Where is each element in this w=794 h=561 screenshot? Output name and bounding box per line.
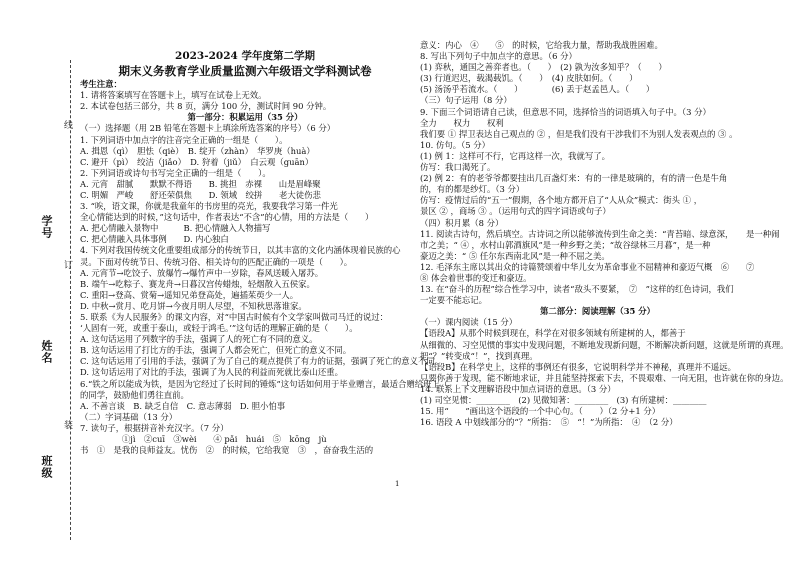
right-line: (2) 例 2：有的老爷爷都要挂出几百盏灯来：有的一律是玻璃的，有的清一色是牛角 <box>420 173 728 184</box>
right-line: 第二部分：阅读理解（35 分） <box>539 306 656 317</box>
right-line: （三）句子运用（8 分） <box>420 95 512 106</box>
right-line: 景区 ② ，商场 ③ 。（运用句式的四字词语或句子） <box>420 206 611 217</box>
left-line: 4. 下列对我国传统文化重要组成部分的传统节日，以其丰富的文化内涵体现着民族的心 <box>80 245 401 256</box>
left-line: 7. 读句子，根据拼音补充汉字。（7 分） <box>80 422 229 433</box>
right-line: 9. 下面三个词语请自己读，但意思不同，选择恰当的词语填入句子中。（3 分） <box>420 106 711 117</box>
right-text-block <box>420 40 789 428</box>
left-line: 灵。下面对传统节日、传统习俗、相关诗句的匹配正确的一项是（ ）。 <box>80 256 353 267</box>
left-line: A. 不善言谈 B. 缺乏自信 C. 意志薄弱 D. 胆小怕事 <box>80 400 286 411</box>
right-line: 豪迈之美：“ ⑤ 任尔东西南北风”是一种不屈之美。 <box>420 250 610 261</box>
left-line: B. 端午→吃粽子、赛龙舟→日暮汉宫传蜡烛，轻烟散入五侯家。 <box>80 278 315 289</box>
right-line: 16. 语段 A 中划线部分的“？”所指： ⑤ “！”为所指： ④ （2 分） <box>420 417 678 428</box>
right-line: 11. 阅读古诗句，然后填空。古诗词之所以能够流传到生命之美：“青苔暗、绿意深， 是一种闹 <box>420 228 780 239</box>
right-line: 意义：内心 ④ ⑤ 的时候，它给我力量，帮助我战胜困难。 <box>420 40 663 50</box>
left-line: 6.“铁之所以能成为铁，是因为它经过了长时间的锤炼”这句话如何用于毕业赠言，最适合赠给班上（ ） <box>80 378 474 389</box>
right-line: 8. 写出下列句子中加点字的意思。（6 分） <box>420 51 577 62</box>
right-line: 我们要 ① 捍卫表达自己观点的 ② ，但是我们没有干涉我们不为别人发表观点的 ③ 。 <box>420 128 738 139</box>
left-line: C. 这句话运用了引用的手法，强调了为了自己的观点提供了有力的证据，强调了死亡的意义不同。 <box>80 356 444 367</box>
right-line: (1) 弈秋，通国之善弈者也。（ ） (2) 孰为汝多知乎？（ ） <box>420 62 667 73</box>
right-line: 一定要不能忘记。 <box>420 295 487 306</box>
right-line: (3) 行道迟迟，载渴载饥。（ ） (4) 皮肤如何。（ ） <box>420 73 638 84</box>
left-line: ‘人固有一死，或重于泰山，或轻于鸿毛。’”这句话的理解正确的是（ ）。 <box>80 323 358 334</box>
right-line: （一）课内阅读（15 分） <box>420 317 518 328</box>
page-number: 1 <box>395 480 400 488</box>
left-line: A. 元宵节→吃饺子、放爆竹→爆竹声中一岁除，春风送暖入屠苏。 <box>80 267 324 278</box>
left-line: 全心情能达到的时候，”这句话中，作者表达“不含”的心情，用的方法是（ ） <box>80 212 374 223</box>
left-line: ①jì ②cuī ③wèi ④ pǎi huái ⑤ kōng jù <box>80 434 327 445</box>
left-line: 3. “唉，语文课，你就是我童年的书房里的亮光，我要我学习第一件光 <box>80 201 338 212</box>
right-line: 仿写：我口渴死了。 <box>420 162 496 173</box>
right-line: 12. 毛泽东主席以其出众的诗篇赞颂着中华儿女为革命事业不屈精神和豪迈气概 ⑥ ⑦ <box>420 261 755 272</box>
left-line: 书 ① 是我的良师益友。忧伤 ② 的时候，它给我宽 ③ ，奋奋我生活的 <box>80 445 374 456</box>
binding-mark-3: 装 <box>64 421 74 431</box>
left-line: C. 重阳→登高、赏菊→遥知兄弟登高处，遍插茱萸少一人。 <box>80 289 299 300</box>
left-line: A. 这句话运用了列数字的手法，强调了人的死亡有不同的意义。 <box>80 334 318 345</box>
left-line: C. 把心情融入具体事例 D. 内心独白 <box>80 234 229 245</box>
left-line: A. 元宵 甜腻 默默不得语 B. 挑担 赤裸 山是眉峰聚 <box>80 178 321 189</box>
left-line: （一）选择题（用 2B 铅笔在答题卡上填涂所选答案的序号）（6 分） <box>80 123 336 134</box>
left-line: A. 揖恩（qì） 胆怯（qiè） B. 绽开（zhàn） 华罗庚（huà） <box>80 145 315 156</box>
right-line: ⑧ 体会着世事的变迁和豪迈。 <box>420 272 532 283</box>
right-line: 15. 用“ ”画出这个语段的一个中心句。（ ）（2 分+1 分） <box>420 406 661 417</box>
right-line: (5) 汤汤乎若流水。（ ） (6) 丢于赵孟邑人。（ ） <box>420 84 655 95</box>
right-line: 【语段B】在科学史上，这样的事例还有很多，它说明科学并不神秘，真理并不遥远。 <box>420 361 737 372</box>
right-line: (1) 司空见惯：________ (2) 见微知著：________ (3) 有所建树：________ <box>420 395 707 405</box>
class-label: 班级 <box>40 455 53 479</box>
left-line: C. 明媚 严峻 舒还荣俱焦 D. 领域 绞拼 老大徒伤悲 <box>80 189 321 200</box>
right-line: 13. 在“奋斗的历程”综合性学习中，读者“敌头不要紧， ⑦ ”这样的红色诗词，我们 <box>420 284 734 295</box>
binding-line <box>70 60 71 540</box>
left-line: 第一部分：积累运用（35 分） <box>187 112 303 123</box>
left-line: （二）字词基础（13 分） <box>80 411 178 422</box>
right-line: 的，有的都是纱灯。（3 分） <box>420 184 525 195</box>
left-line: A. 把心情融入景物中 B. 把心情融入人物描写 <box>80 223 271 234</box>
student-name-label: 姓名 <box>40 340 53 364</box>
left-line: 2. 下列词语或诗句书写完全正确的一组是（ ）。 <box>80 167 271 178</box>
left-line: 2. 本试卷包括三部分，共 8 页，满分 100 分，测试时间 90 分钟。 <box>80 101 332 112</box>
left-line: 1. 下列词语中加点字的注音完全正确的一组是（ ）。 <box>80 134 288 145</box>
left-line: D. 中秋→赏月、吃月饼→今夜月明人尽望，不知秋思落谁家。 <box>80 300 307 311</box>
exam-title: 期末义务教育学业质量监测六年级语文学科测试卷 <box>118 63 372 78</box>
right-line: 从细微的、习空见惯的事实中发现问题，不断地发现新问题，不断解决新问题，这就是所谓的真理。 <box>420 339 789 350</box>
binding-mark-1: 线 <box>64 121 74 131</box>
left-line: 5. 联系《为人民服务》的课文内容，对“中国古时候有个文学家叫做司马迁的说过： <box>80 312 389 322</box>
right-line: （四）积月累（8 分） <box>420 217 504 228</box>
binding-mark-2: 订 <box>64 261 74 271</box>
left-line: C. 避开（pì） 绞洁（jiǎo） D. 狩着（jiǔ） 白云观（guān） <box>80 156 314 167</box>
right-column <box>420 40 789 428</box>
right-line: (1) 例 1：这样可不行，它再这样一次，我就写了。 <box>420 150 611 161</box>
exam-year-title: 2023-2024 学年度第二学期 <box>175 50 315 62</box>
right-line: 仿写：疫情过后的“五一”假期，各个地方都开启了“人从众”模式：街头 ① ， <box>420 195 703 206</box>
right-line: 【语段A】从那个时候到现在，科学在对很多领域有所建树的人，都善于 <box>420 328 686 339</box>
left-line: 的同学，鼓励他们勇往直前。 <box>80 389 189 400</box>
right-line: 全力 权力 权利 <box>420 117 504 128</box>
student-id-label: 学号 <box>40 215 53 239</box>
right-line: 市之美；“ ④ ，水村山郭酒旗风”是一种乡野之美；“故谷绿林三月暮”，是一种 <box>420 239 711 250</box>
right-line: 只要你善于发现，能不断地求证，并且能坚持探索下去，不畏艰难、一向无阻，也许就在你的身边。 <box>420 372 789 383</box>
binding-gutter <box>0 0 74 561</box>
right-line: 14. 联系上下文理解语段中加点词语的意思。（3 分） <box>420 383 616 394</box>
left-line: 1. 请将答案填写在答题卡上，填写在试卷上无效。 <box>80 90 267 101</box>
left-line: B. 这句话运用了打比方的手法，强调了人都会死亡，但死亡的意义不同。 <box>80 345 352 356</box>
left-line: 考生注意： <box>80 79 122 90</box>
left-line: D. 这句话运用了对比的手法，强调了为人民的利益而死就比泰山还重。 <box>80 367 343 378</box>
right-line: 把“？”转变成“！”，找到真理。 <box>420 350 538 361</box>
right-line: 10. 仿句。（5 分） <box>420 139 491 150</box>
